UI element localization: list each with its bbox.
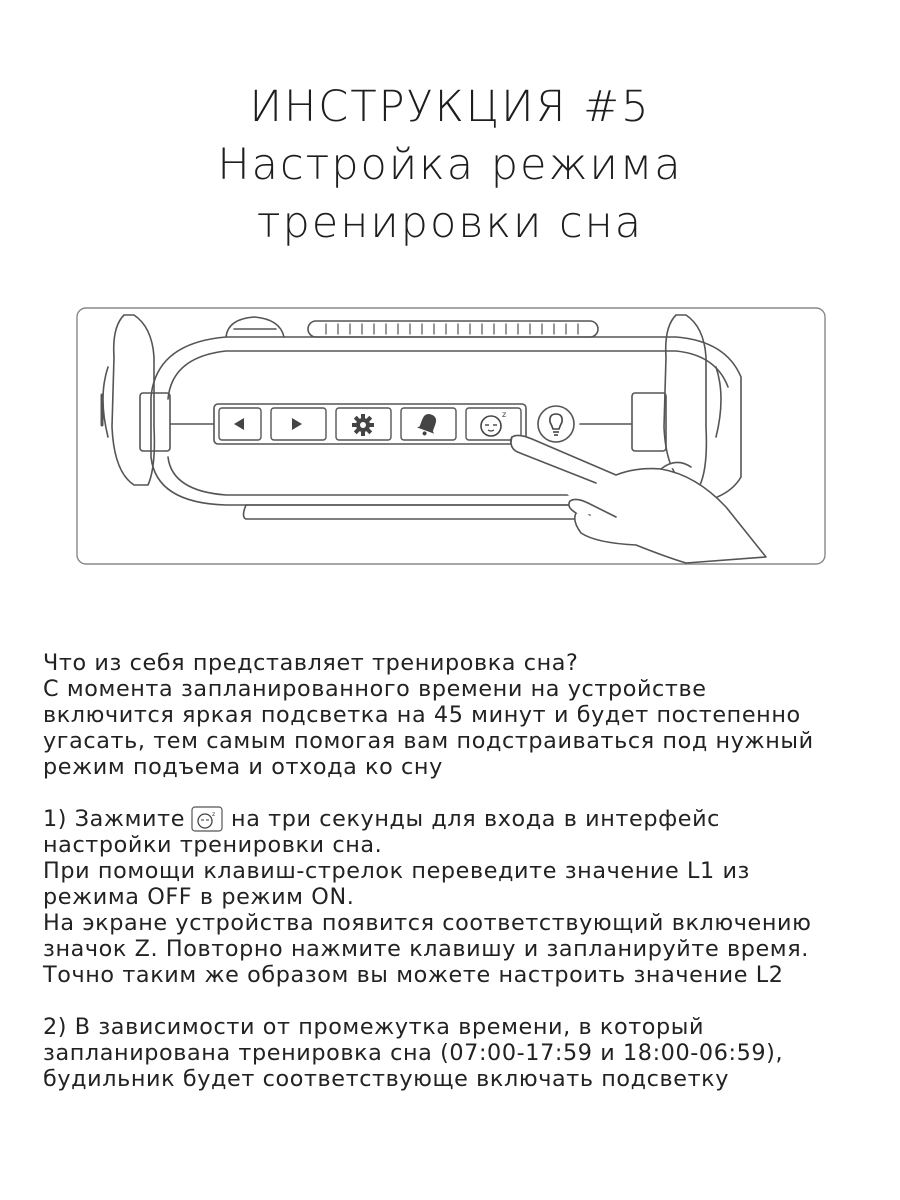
hand-icon <box>511 435 766 563</box>
svg-text:z: z <box>502 410 507 419</box>
gear-icon[interactable] <box>352 414 374 436</box>
svg-text:z: z <box>212 811 216 818</box>
instructions-text <box>43 650 873 1092</box>
step1-prefix: 1) Зажмите <box>43 806 186 832</box>
intro-line: С момента запланированного времени на устройстве <box>43 676 707 702</box>
step1-first-line <box>43 806 873 832</box>
step1-line: режима OFF в режим ON. <box>43 884 355 910</box>
step1-suffix: на три секунды для входа в интерфейс <box>231 806 721 832</box>
intro-line: режим подъема и отхода ко сну <box>43 754 443 780</box>
title-line-3: тренировки сна <box>256 198 644 248</box>
step1-line: На экране устройства появится соответствующий включению <box>43 910 812 936</box>
step2-line: 2) В зависимости от промежутка времени, в который <box>43 1014 705 1040</box>
step1-line: При помощи клавиш-стрелок переведите значение L1 из <box>43 858 751 884</box>
title-line-1: ИНСТРУКЦИЯ #5 <box>249 82 651 132</box>
intro-line: включится яркая подсветка на 45 минут и будет постепенно <box>43 702 801 728</box>
step2-line: запланирована тренировка сна (07:00-17:59 и 18:00-06:59), <box>43 1040 784 1066</box>
step1-line: настройки тренировки сна. <box>43 832 383 858</box>
step2-line: будильник будет соответствующе включать подсветку <box>43 1066 730 1092</box>
step1-line: значок Z. Повторно нажмите клавишу и запланируйте время. <box>43 936 809 962</box>
title-line-2: Настройка режима <box>217 140 683 190</box>
button-strip[interactable] <box>214 404 526 444</box>
intro-line: угасать, тем самым помогая вам подстраиваться под нужный <box>43 728 814 754</box>
light-bulb-button[interactable] <box>538 406 574 442</box>
device-illustration <box>76 307 826 565</box>
step1-line: Точно таким же образом вы можете настроить значение L2 <box>43 962 784 988</box>
sleep-button-icon <box>189 806 225 832</box>
page-title <box>0 78 900 252</box>
intro-question: Что из себя представляет тренировка сна? <box>43 650 579 676</box>
